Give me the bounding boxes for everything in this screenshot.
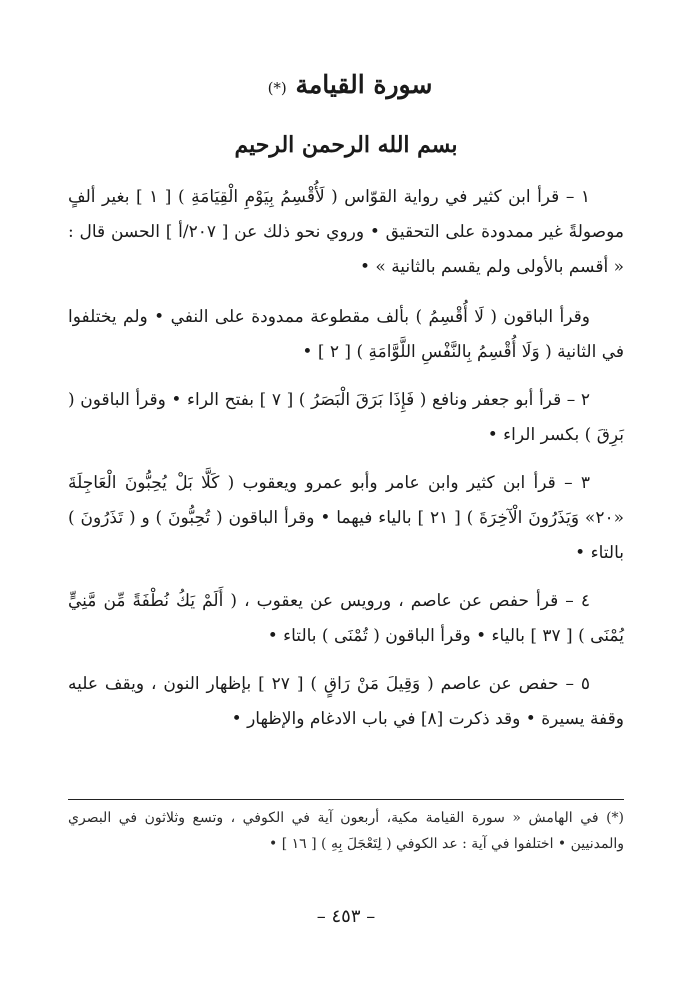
footnote: (*) في الهامش « سورة القيامة مكية، أربعون آية في الكوفي ، وتسع وثلاثون في البصري والمدنيين • اختلفوا في آية : عد الكوفي ( لِتَعْجَلَ بِهِ ) [ ١٦ ] • <box>68 810 624 852</box>
paragraph: ٥ – حفص عن عاصم ( وَقِيلَ مَنْ رَاقٍ ) [ ٢٧ ] بإظهار النون ، ويقف عليه وقفة يسيرة • وقد ذكرت [٨] في باب الادغام والإظهار • <box>68 674 624 729</box>
paragraph: وقرأ الباقون ( لَا أُقْسِمُ ) بألف مقطوعة ممدودة على النفي • ولم يختلفوا في الثانية ( وَلَا أُقْسِمُ بِالنَّفْسِ اللَّوَّامَةِ ) [ ٢ ] • <box>68 307 624 362</box>
main-text <box>68 180 624 750</box>
footnote-marker: (*) <box>267 79 287 97</box>
surah-title <box>0 70 692 99</box>
footnote-divider <box>68 799 624 800</box>
paragraph: ٢ – قرأ أبو جعفر ونافع ( فَإِذَا بَرَقَ الْبَصَرُ ) [ ٧ ] بفتح الراء • وقرأ الباقون ( بَرِقَ ) بكسر الراء • <box>68 390 624 445</box>
page-number: – ٤٥٣ – <box>316 906 376 927</box>
paragraph: ١ – قرأ ابن كثير في رواية القوّاس ( لَأُقْسِمُ بِيَوْمِ الْقِيَامَةِ ) [ ١ ] بغير ألفٍ موصولةً غير ممدودة على التحقيق • وروي نحو ذلك عن [ ٢٠٧/أ ] الحسن قال : « أقسم بالأولى ولم يقسم بالثانية » • <box>68 187 624 277</box>
paragraph: ٤ – قرأ حفص عن عاصم ، ورويس عن يعقوب ، ( أَلَمْ يَكُ نُطْفَةً مِّن مَّنِيٍّ يُمْنَى ) [ ٣٧ ] بالياء • وقرأ الباقون ( تُمْنَى ) بالتاء • <box>68 591 624 646</box>
surah-title-text: سورة القيامة <box>295 70 433 99</box>
basmala: بسم الله الرحمن الرحيم <box>234 132 458 158</box>
paragraph: ٣ – قرأ ابن كثير وابن عامر وأبو عمرو ويعقوب ( كَلَّا بَلْ يُحِبُّونَ الْعَاجِلَةَ «٢٠» وَيَذَرُونَ الْآخِرَةَ ) [ ٢١ ] بالياء فيهما • وقرأ الباقون ( تُحِبُّونَ ) و ( تَذَرُونَ ) بالتاء • <box>68 473 624 563</box>
